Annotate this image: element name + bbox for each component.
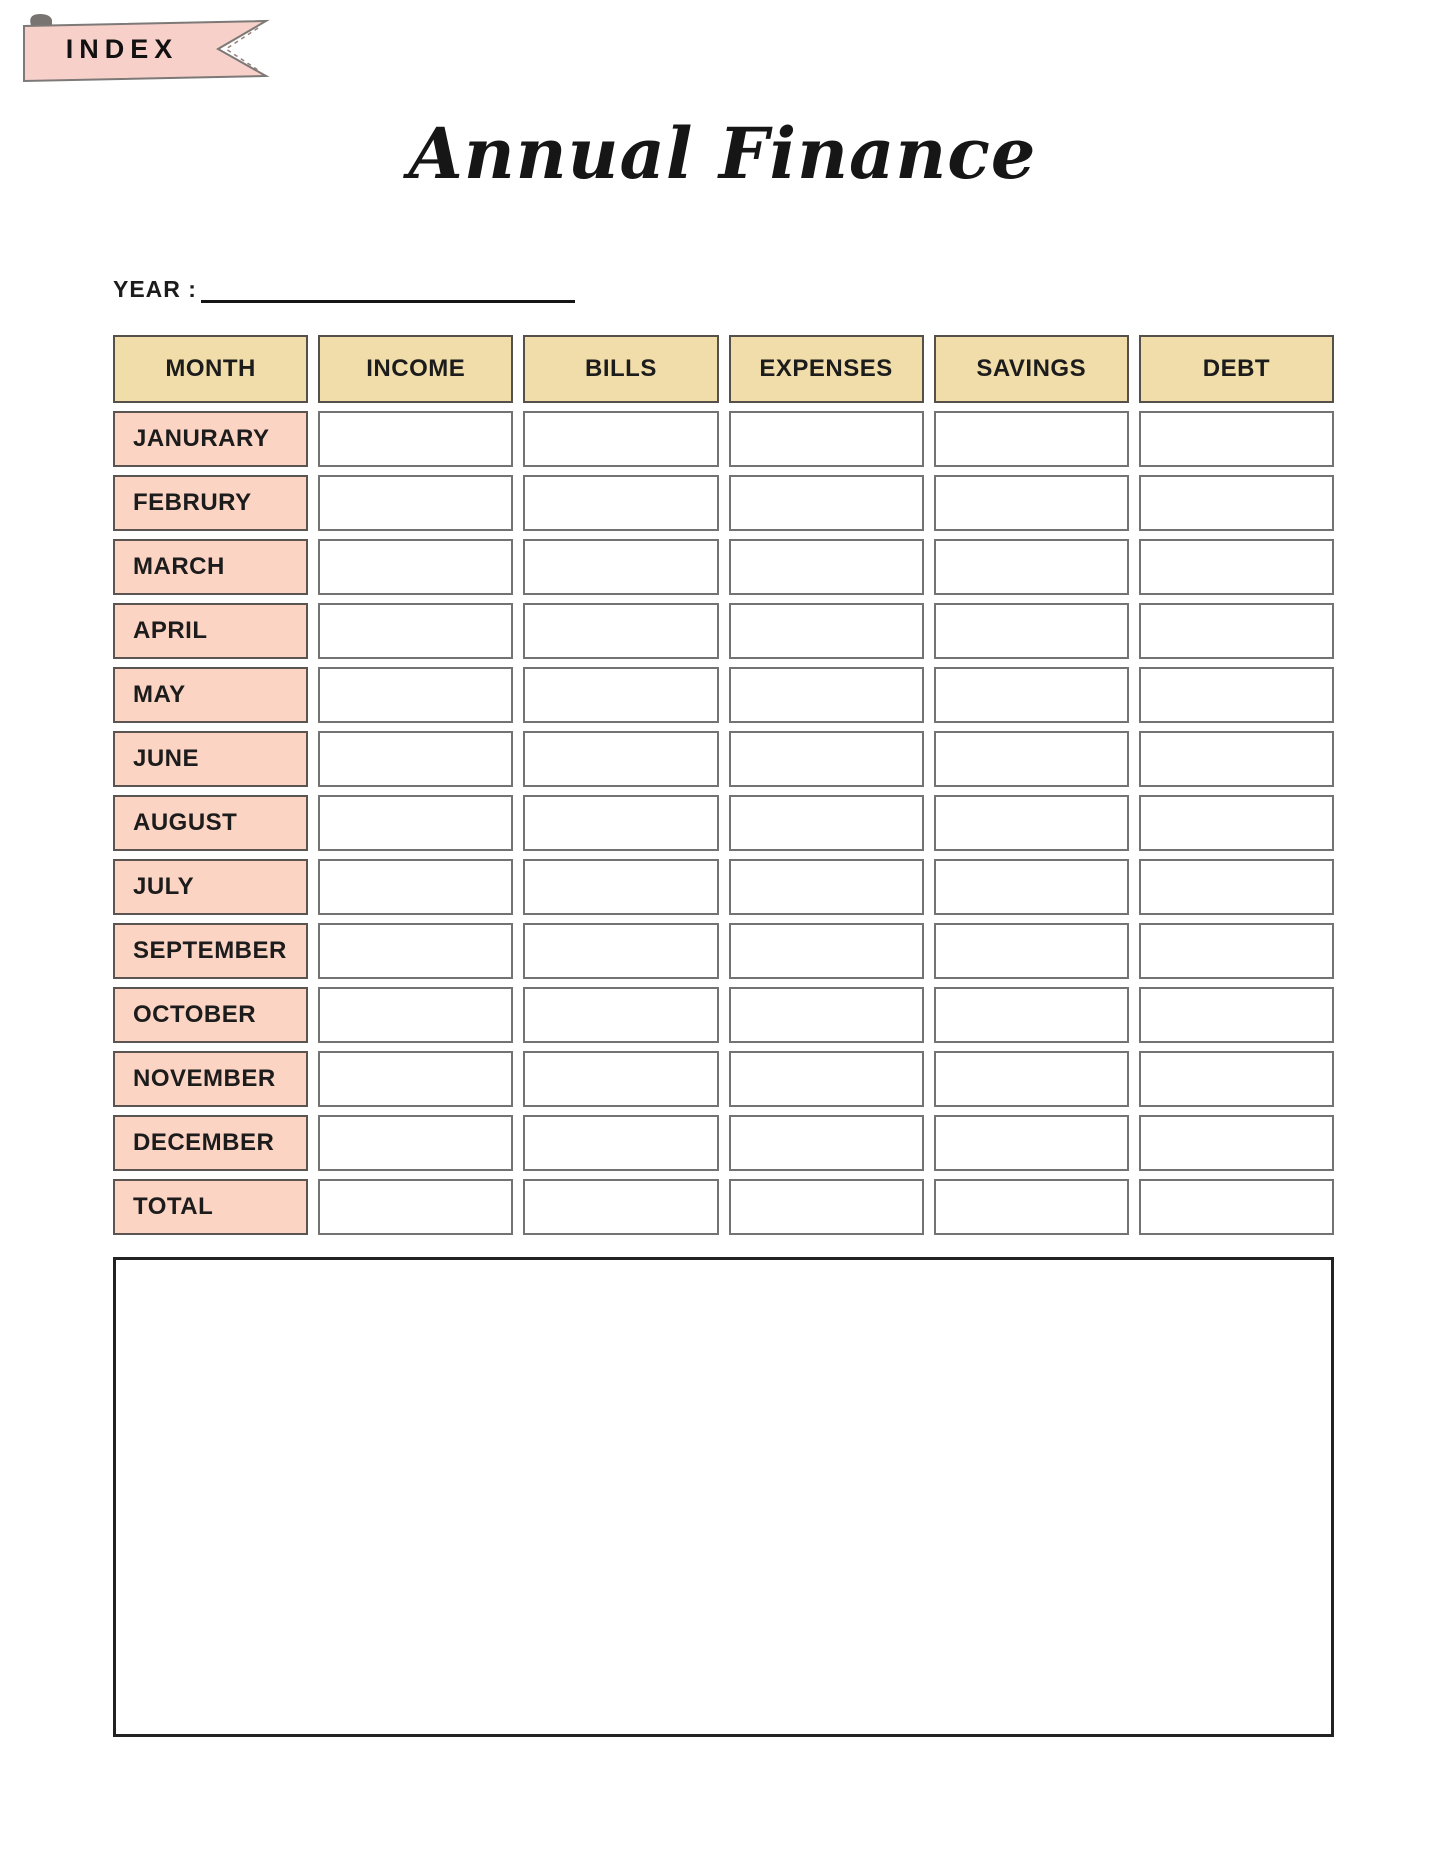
cell-july-debt[interactable]	[1139, 859, 1334, 915]
year-label: YEAR :	[113, 276, 197, 302]
column-header-expenses: EXPENSES	[729, 335, 924, 403]
cell-july-expenses[interactable]	[729, 859, 924, 915]
cell-september-expenses[interactable]	[729, 923, 924, 979]
cell-june-savings[interactable]	[934, 731, 1129, 787]
cell-janurary-income[interactable]	[318, 411, 513, 467]
page-title: Annual Finance	[408, 112, 1037, 195]
cell-july-income[interactable]	[318, 859, 513, 915]
cell-janurary-expenses[interactable]	[729, 411, 924, 467]
cell-march-bills[interactable]	[523, 539, 718, 595]
cell-november-debt[interactable]	[1139, 1051, 1334, 1107]
cell-april-income[interactable]	[318, 603, 513, 659]
index-tab[interactable]	[20, 10, 270, 86]
cell-august-bills[interactable]	[523, 795, 718, 851]
row-label-october: OCTOBER	[113, 987, 308, 1043]
row-label-april: APRIL	[113, 603, 308, 659]
cell-janurary-debt[interactable]	[1139, 411, 1334, 467]
cell-april-debt[interactable]	[1139, 603, 1334, 659]
cell-total-savings[interactable]	[934, 1179, 1129, 1235]
cell-december-income[interactable]	[318, 1115, 513, 1171]
year-field	[113, 276, 575, 303]
column-header-bills: BILLS	[523, 335, 718, 403]
cell-october-income[interactable]	[318, 987, 513, 1043]
cell-april-bills[interactable]	[523, 603, 718, 659]
row-label-november: NOVEMBER	[113, 1051, 308, 1107]
cell-august-income[interactable]	[318, 795, 513, 851]
cell-total-bills[interactable]	[523, 1179, 718, 1235]
cell-september-bills[interactable]	[523, 923, 718, 979]
cell-april-savings[interactable]	[934, 603, 1129, 659]
row-label-total: TOTAL	[113, 1179, 308, 1235]
cell-februry-savings[interactable]	[934, 475, 1129, 531]
cell-februry-expenses[interactable]	[729, 475, 924, 531]
cell-september-income[interactable]	[318, 923, 513, 979]
cell-august-savings[interactable]	[934, 795, 1129, 851]
index-tab-label: INDEX	[65, 34, 179, 64]
row-label-june: JUNE	[113, 731, 308, 787]
cell-june-income[interactable]	[318, 731, 513, 787]
cell-september-savings[interactable]	[934, 923, 1129, 979]
cell-december-debt[interactable]	[1139, 1115, 1334, 1171]
cell-november-savings[interactable]	[934, 1051, 1129, 1107]
row-label-februry: FEBRURY	[113, 475, 308, 531]
column-header-savings: SAVINGS	[934, 335, 1129, 403]
cell-total-expenses[interactable]	[729, 1179, 924, 1235]
cell-july-bills[interactable]	[523, 859, 718, 915]
cell-october-expenses[interactable]	[729, 987, 924, 1043]
cell-februry-bills[interactable]	[523, 475, 718, 531]
cell-march-debt[interactable]	[1139, 539, 1334, 595]
row-label-janurary: JANURARY	[113, 411, 308, 467]
year-input-line[interactable]	[201, 277, 575, 303]
row-label-may: MAY	[113, 667, 308, 723]
cell-september-debt[interactable]	[1139, 923, 1334, 979]
cell-november-income[interactable]	[318, 1051, 513, 1107]
row-label-september: SEPTEMBER	[113, 923, 308, 979]
cell-november-expenses[interactable]	[729, 1051, 924, 1107]
notes-box[interactable]	[113, 1257, 1334, 1737]
row-label-july: JULY	[113, 859, 308, 915]
cell-may-income[interactable]	[318, 667, 513, 723]
cell-may-bills[interactable]	[523, 667, 718, 723]
cell-februry-debt[interactable]	[1139, 475, 1334, 531]
cell-march-income[interactable]	[318, 539, 513, 595]
cell-janurary-savings[interactable]	[934, 411, 1129, 467]
column-header-month: MONTH	[113, 335, 308, 403]
cell-april-expenses[interactable]	[729, 603, 924, 659]
cell-may-expenses[interactable]	[729, 667, 924, 723]
column-header-income: INCOME	[318, 335, 513, 403]
cell-total-debt[interactable]	[1139, 1179, 1334, 1235]
cell-total-income[interactable]	[318, 1179, 513, 1235]
cell-may-debt[interactable]	[1139, 667, 1334, 723]
cell-december-savings[interactable]	[934, 1115, 1129, 1171]
cell-june-expenses[interactable]	[729, 731, 924, 787]
cell-februry-income[interactable]	[318, 475, 513, 531]
cell-may-savings[interactable]	[934, 667, 1129, 723]
cell-june-bills[interactable]	[523, 731, 718, 787]
cell-october-savings[interactable]	[934, 987, 1129, 1043]
cell-august-expenses[interactable]	[729, 795, 924, 851]
row-label-december: DECEMBER	[113, 1115, 308, 1171]
cell-december-bills[interactable]	[523, 1115, 718, 1171]
cell-october-bills[interactable]	[523, 987, 718, 1043]
cell-janurary-bills[interactable]	[523, 411, 718, 467]
cell-march-savings[interactable]	[934, 539, 1129, 595]
cell-november-bills[interactable]	[523, 1051, 718, 1107]
cell-july-savings[interactable]	[934, 859, 1129, 915]
cell-october-debt[interactable]	[1139, 987, 1334, 1043]
cell-december-expenses[interactable]	[729, 1115, 924, 1171]
cell-august-debt[interactable]	[1139, 795, 1334, 851]
cell-june-debt[interactable]	[1139, 731, 1334, 787]
column-header-debt: DEBT	[1139, 335, 1334, 403]
cell-march-expenses[interactable]	[729, 539, 924, 595]
row-label-august: AUGUST	[113, 795, 308, 851]
row-label-march: MARCH	[113, 539, 308, 595]
finance-table	[113, 335, 1334, 1235]
